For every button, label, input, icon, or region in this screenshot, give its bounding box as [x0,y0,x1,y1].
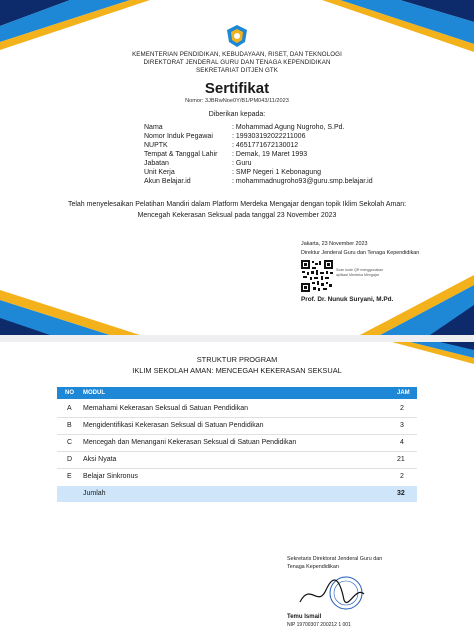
field-value-nuptk: : 4651771672130012 [232,142,299,149]
program-title: STRUKTUR PROGRAM [196,355,278,364]
ministry-name: KEMENTERIAN PENDIDIKAN, KEBUDAYAAN, RISET, DAN TEKNOLOGI [132,51,342,58]
p2-sign-office-line1: Sekretaris Direktorat Jenderal Guru dan [287,556,383,562]
table-row: B Mengidentifikasi Kekerasan Seksual di Satuan Pendidikan 3 [67,422,404,429]
field-value-position: : Guru [232,160,252,167]
total-label: Jumlah [83,490,106,497]
field-label-unit: Unit Kerja [144,169,175,176]
table-row: D Aksi Nyata 21 [67,456,405,463]
field-value-birth: : Demak, 19 Maret 1993 [232,151,308,158]
column-jam: JAM [397,390,410,396]
sign-office: Direktur Jenderal Guru dan Tenaga Kependidikan [301,250,420,256]
completion-statement-line1: Telah menyelesaikan Pelatihan Mandiri dalam Platform Merdeka Mengajar dengan topik Iklim Sekolah Aman: [67,201,407,208]
signature-and-stamp [296,572,368,614]
signer-name: Prof. Dr. Nunuk Suryani, M.Pd. [301,296,394,303]
p2-signer-name: Temu Ismail [287,614,322,620]
qr-code [301,260,333,292]
qr-note: Scan kode QR menggunakan aplikasi Merdeka Mengajar [336,268,384,277]
secretariat-name: SEKRETARIAT DITJEN GTK [196,67,278,74]
field-label-nip: Nomor Induk Pegawai [144,133,213,140]
field-label-position: Jabatan [144,160,169,167]
field-label-nuptk: NUPTK [144,142,168,149]
sign-place-date: Jakarta, 23 November 2023 [301,241,368,247]
field-value-nip: : 199303192022211006 [232,133,306,140]
field-label-name: Nama [144,124,163,131]
column-modul: MODUL [83,390,105,396]
given-to-label: Diberikan kepada: [208,111,266,118]
field-value-unit: : SMP Negeri 1 Kebonagung [232,169,322,176]
table-header [57,387,417,399]
certificate-title: Sertifikat [204,80,270,97]
program-subtitle: IKLIM SEKOLAH AMAN: MENCEGAH KEKERASAN SEKSUAL [132,366,342,375]
table-row: C Mencegah dan Menangani Kekerasan Seksual di Satuan Pendidikan 4 [67,439,404,446]
field-value-account: : mohammadnugroho93@guru.smp.belajar.id [232,178,373,185]
p2-signer-nip: NIP 19700307 200212 1 001 [287,622,351,628]
p2-sign-office-line2: Tenaga Kependidikan [287,564,339,570]
tut-wuri-handayani-logo [226,24,248,48]
field-label-birth: Tempat & Tanggal Lahir [144,151,218,158]
completion-statement-line2: Mencegah Kekerasan Seksual pada tanggal 23 November 2023 [137,212,337,219]
field-label-account: Akun Belajar.id [144,178,191,185]
column-no: NO [65,390,74,396]
table-row: A Memahami Kekerasan Seksual di Satuan Pendidikan 2 [67,405,404,412]
table-total-row [57,486,417,502]
certificate-number: Nomor: 3JBRwNoe0Y/B1/PM043/11/2023 [185,98,289,104]
field-value-name: : Mohammad Agung Nugroho, S.Pd. [232,124,345,131]
total-value: 32 [397,490,405,497]
directorate-name: DIREKTORAT JENDERAL GURU DAN TENAGA KEPENDIDIKAN [143,59,331,66]
table-row: E Belajar Sinkronus 2 [67,473,404,480]
